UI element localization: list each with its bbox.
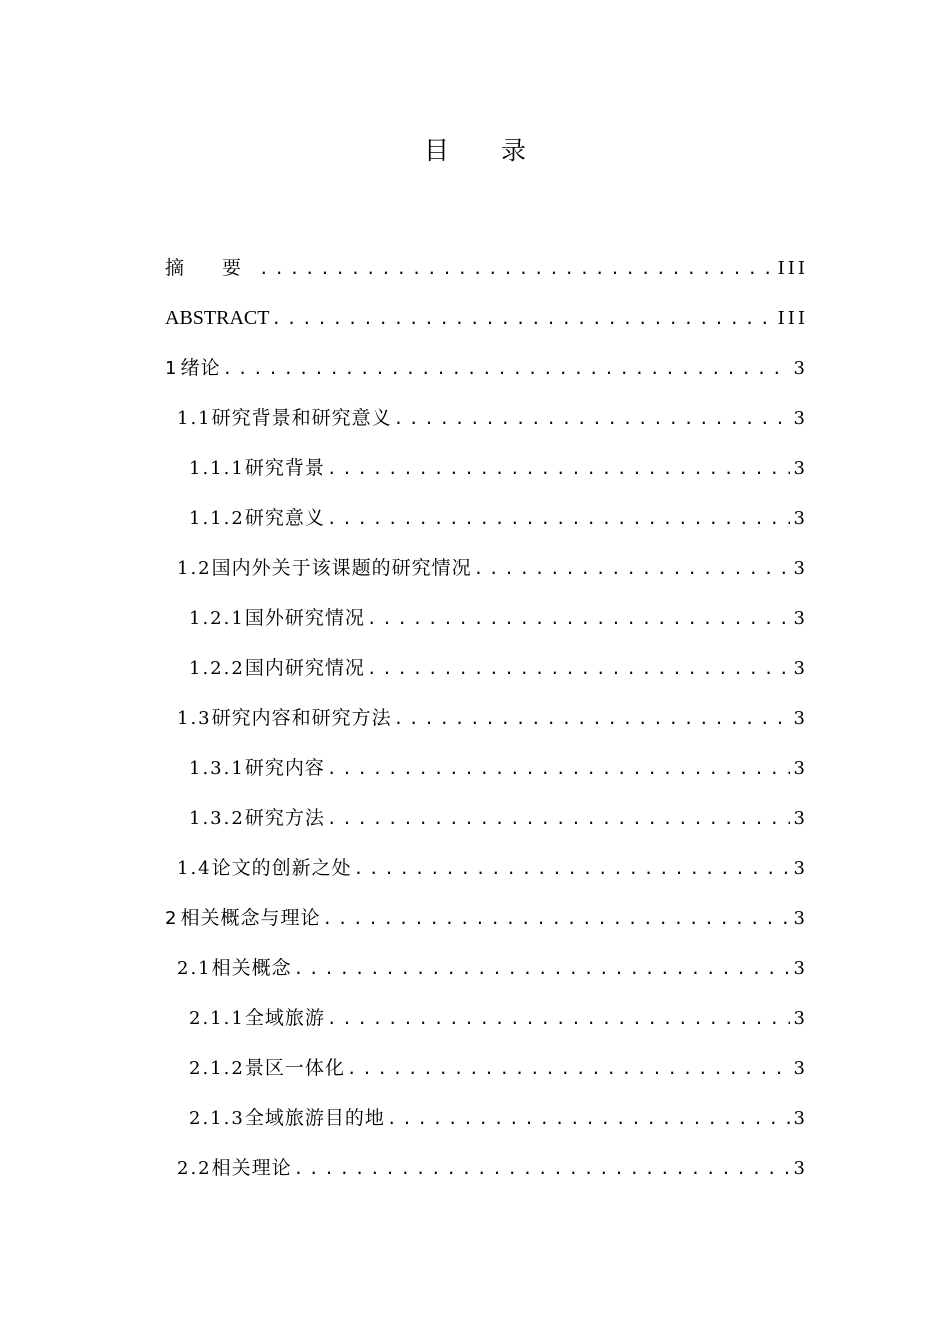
toc-entry-2-1-1[interactable] <box>189 1002 808 1034</box>
toc-entry-number: 2 <box>165 908 177 929</box>
toc-leader-dots <box>327 753 790 785</box>
toc-leader-dots <box>222 353 789 385</box>
toc-entry-chapter-2[interactable] <box>165 902 808 934</box>
toc-leader-dots <box>394 403 790 435</box>
toc-entry-number: 2.1.1 <box>189 1008 245 1029</box>
toc-entry-number: 1.3 <box>177 708 212 729</box>
toc-entry-number: 2.1.2 <box>189 1058 245 1079</box>
toc-entry-abstract-cn[interactable] <box>165 252 808 284</box>
toc-entry-1-3-2[interactable] <box>189 802 808 834</box>
toc-page-number: 3 <box>793 358 808 379</box>
toc-entry-1-1-2[interactable] <box>189 502 808 534</box>
toc-entry-1-2-1[interactable] <box>189 602 808 634</box>
toc-entry-number: 2.1.3 <box>189 1108 245 1129</box>
toc-entry-text: 相关理论 <box>211 1157 292 1179</box>
toc-entry-1-4[interactable] <box>177 852 808 884</box>
toc-entry-1-3-1[interactable] <box>189 752 808 784</box>
toc-entry-2-2[interactable] <box>177 1152 808 1184</box>
toc-entry-number: 1.1.2 <box>189 508 245 529</box>
toc-entry-text: 相关概念 <box>211 957 292 979</box>
toc-entry-chapter-1[interactable] <box>165 352 808 384</box>
toc-page-number: 3 <box>793 708 808 729</box>
toc-leader-dots <box>367 653 790 685</box>
toc-page-number: 3 <box>793 508 808 529</box>
toc-leader-dots <box>387 1103 790 1135</box>
toc-entry-number: 1.2 <box>177 558 212 579</box>
toc-entry-text: ABSTRACT <box>165 307 270 329</box>
toc-page-number: 3 <box>793 908 808 929</box>
toc-leader-dots <box>327 503 790 535</box>
toc-page-number: 3 <box>793 1158 808 1179</box>
toc-entry-1-1[interactable] <box>177 402 808 434</box>
toc-entry-1-1-1[interactable] <box>189 452 808 484</box>
toc-entry-text: 国内外关于该课题的研究情况 <box>211 557 472 579</box>
toc-page-number: 3 <box>793 958 808 979</box>
toc-entry-text: 国外研究情况 <box>244 607 365 629</box>
toc-entry-number: 1 <box>165 358 177 379</box>
toc-entry-text: 景区一体化 <box>244 1057 345 1079</box>
toc-entry-number: 2.2 <box>177 1158 212 1179</box>
toc-leader-dots <box>294 953 790 985</box>
toc-entry-text: 研究意义 <box>244 507 325 529</box>
toc-leader-dots <box>259 253 774 285</box>
toc-leader-dots <box>327 1003 790 1035</box>
toc-leader-dots <box>294 1153 790 1185</box>
toc-entry-2-1-3[interactable] <box>189 1102 808 1134</box>
toc-entry-1-2[interactable] <box>177 552 808 584</box>
toc-entry-text: 国内研究情况 <box>244 657 365 679</box>
toc-entry-number: 1.3.1 <box>189 758 245 779</box>
toc-leader-dots <box>354 853 790 885</box>
toc-entry-1-3[interactable] <box>177 702 808 734</box>
toc-entry-number: 1.3.2 <box>189 808 245 829</box>
toc-entry-text: 研究方法 <box>244 807 325 829</box>
toc-entry-text: 全域旅游目的地 <box>244 1107 385 1129</box>
toc-page-number: III <box>777 258 808 279</box>
toc-entry-number: 2.1 <box>177 958 212 979</box>
toc-page-number: III <box>777 308 808 329</box>
toc-entry-number: 1.4 <box>177 858 212 879</box>
toc-page-number: 3 <box>793 558 808 579</box>
toc-entry-text: 绪论 <box>180 357 221 379</box>
toc-page-number: 3 <box>793 658 808 679</box>
toc-leader-dots <box>394 703 790 735</box>
toc-entry-text: 研究背景 <box>244 457 325 479</box>
toc-page-number: 3 <box>793 758 808 779</box>
toc-entry-1-2-2[interactable] <box>189 652 808 684</box>
toc-page-number: 3 <box>793 858 808 879</box>
toc-page-number: 3 <box>793 1058 808 1079</box>
toc-entry-text: 全域旅游 <box>244 1007 325 1029</box>
toc-entry-2-1-2[interactable] <box>189 1052 808 1084</box>
toc-entry-text: 研究背景和研究意义 <box>211 407 392 429</box>
toc-leader-dots <box>367 603 790 635</box>
toc-entry-number: 1.2.1 <box>189 608 245 629</box>
toc-leader-dots <box>474 553 790 585</box>
toc-entry-number: 1.2.2 <box>189 658 245 679</box>
toc-page-number: 3 <box>793 608 808 629</box>
toc-entry-number: 1.1.1 <box>189 458 245 479</box>
toc-leader-dots <box>347 1053 790 1085</box>
toc-title: 目 录 <box>424 136 548 165</box>
toc-leader-dots <box>271 303 773 335</box>
toc-page-number: 3 <box>793 1108 808 1129</box>
toc-leader-dots <box>322 903 789 935</box>
toc-page-number: 3 <box>793 408 808 429</box>
toc-entry-text: 相关概念与理论 <box>180 907 321 929</box>
toc-entry-text: 摘 要 <box>165 257 258 279</box>
toc-leader-dots <box>327 453 790 485</box>
toc-entry-2-1[interactable] <box>177 952 808 984</box>
toc-page-number: 3 <box>793 1008 808 1029</box>
toc-entry-text: 论文的创新之处 <box>211 857 352 879</box>
toc-page-number: 3 <box>793 808 808 829</box>
toc-entry-text: 研究内容和研究方法 <box>211 707 392 729</box>
toc-entry-text: 研究内容 <box>244 757 325 779</box>
toc-page-number: 3 <box>793 458 808 479</box>
toc-entry-abstract-en[interactable] <box>165 302 808 334</box>
toc-entry-number: 1.1 <box>177 408 212 429</box>
toc-leader-dots <box>327 803 790 835</box>
